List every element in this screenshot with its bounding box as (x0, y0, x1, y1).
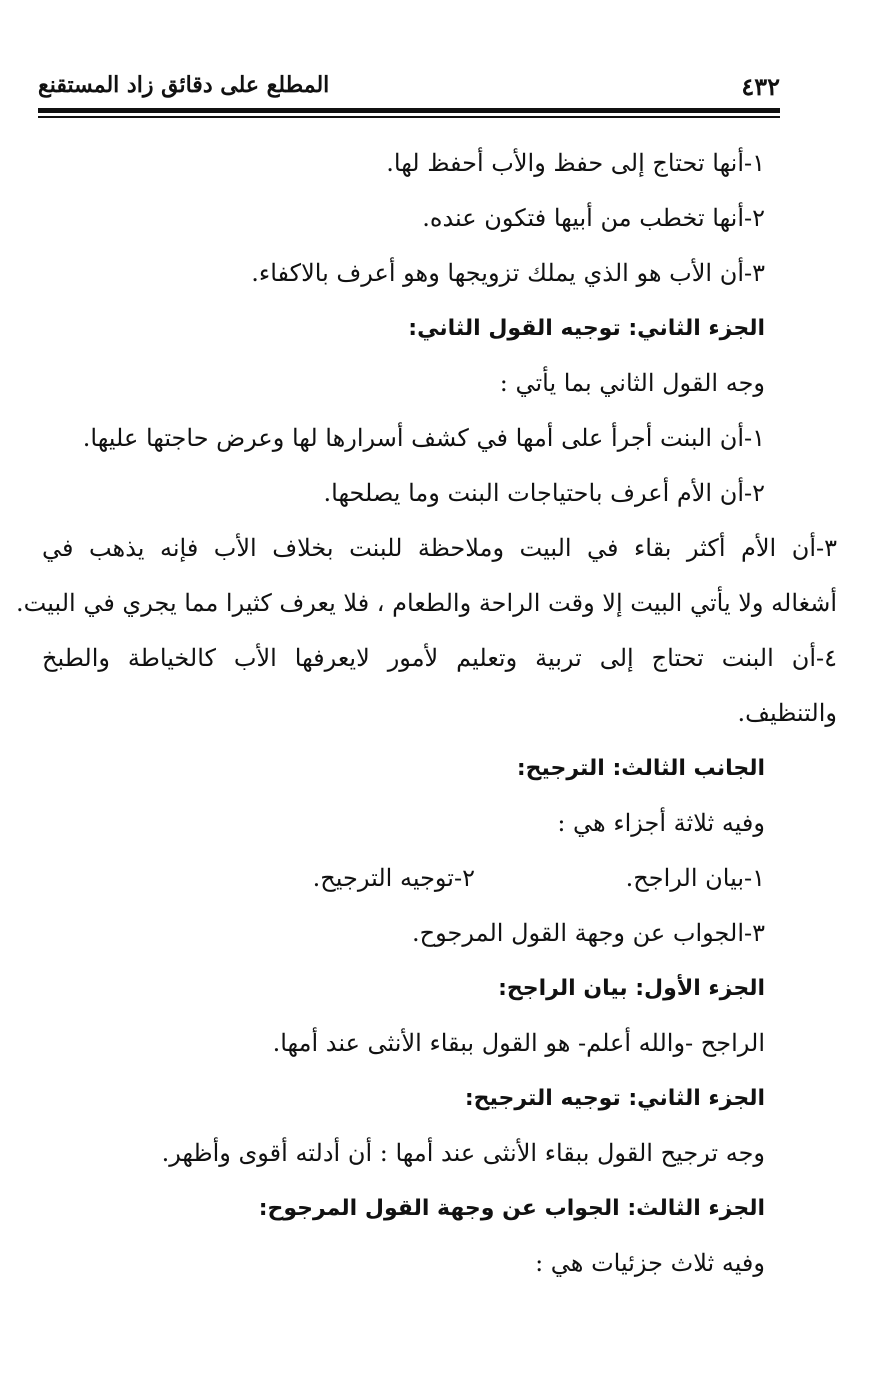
text-line: ٤-أن البنت تحتاج إلى تربية وتعليم لأمور لايعرفها الأب كالخياطة والطبخ (42, 644, 837, 672)
list-item: ٢-توجيه الترجيح. (312, 864, 475, 892)
text-line: ٣-أن الأم أكثر بقاء في البيت وملاحظة للبنت بخلاف الأب فإنه يذهب في (42, 534, 837, 562)
header-rule-thin (38, 116, 780, 118)
section-heading: الجزء الثاني: توجيه القول الثاني: (408, 316, 765, 341)
section-heading: الجزء الأول: بيان الراجح: (498, 976, 765, 1001)
text-line: الراجح -والله أعلم- هو القول ببقاء الأنثى عند أمها. (272, 1029, 765, 1057)
book-title: المطلع على دقائق زاد المستقنع (38, 72, 330, 98)
section-heading: الجزء الثالث: الجواب عن وجهة القول المرجوح: (258, 1196, 765, 1221)
text-line: وجه ترجيح القول ببقاء الأنثى عند أمها : أن أدلته أقوى وأظهر. (161, 1139, 765, 1167)
section-heading: الجزء الثاني: توجيه الترجيح: (464, 1086, 765, 1111)
text-line: أشغاله ولا يأتي البيت إلا وقت الراحة والطعام ، فلا يعرف كثيرا مما يجري في البيت. (16, 589, 837, 617)
text-line: ١-أن البنت أجرأ على أمها في كشف أسرارها لها وعرض حاجتها عليها. (82, 424, 765, 452)
page-number: ٤٣٢ (741, 72, 780, 101)
two-column-line (42, 851, 765, 906)
text-line: وجه القول الثاني بما يأتي : (499, 369, 765, 397)
text-line: والتنظيف. (737, 699, 837, 727)
text-line: وفيه ثلاثة أجزاء هي : (557, 809, 765, 837)
text-line: وفيه ثلاث جزئيات هي : (535, 1249, 765, 1277)
list-item: ١-بيان الراجح. (625, 864, 765, 892)
page-header (38, 70, 780, 110)
text-line: ٢-أن الأم أعرف باحتياجات البنت وما يصلحها. (323, 479, 765, 507)
text-line: ٢-أنها تخطب من أبيها فتكون عنده. (422, 204, 765, 232)
text-line: ٣-أن الأب هو الذي يملك تزويجها وهو أعرف بالاكفاء. (251, 259, 765, 287)
text-line: ١-أنها تحتاج إلى حفظ والأب أحفظ لها. (386, 149, 765, 177)
section-heading: الجانب الثالث: الترجيح: (516, 756, 765, 781)
header-rule-thick (38, 108, 780, 113)
page-body (16, 136, 837, 1291)
text-line: ٣-الجواب عن وجهة القول المرجوح. (411, 919, 765, 947)
